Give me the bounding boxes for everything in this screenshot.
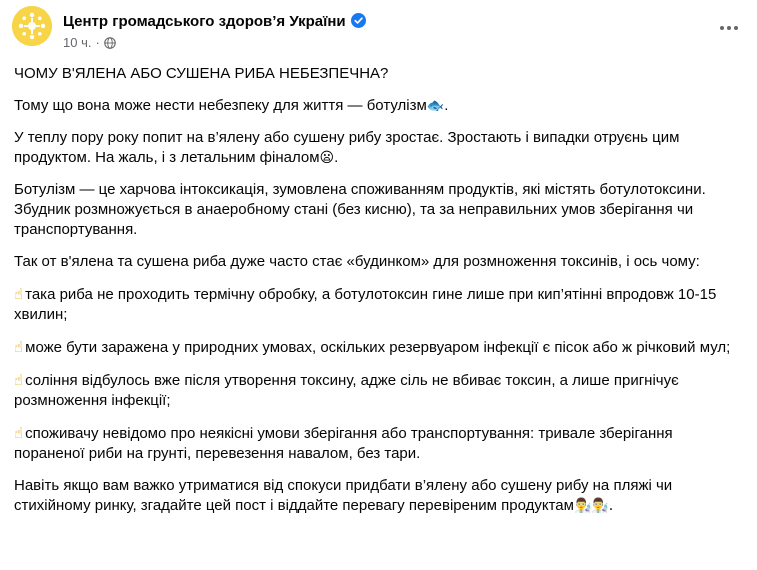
post-header: [12, 6, 745, 58]
globe-icon[interactable]: [104, 37, 116, 49]
page-name-link[interactable]: [63, 13, 366, 30]
pointing-finger-icon: ☝: [14, 285, 24, 303]
scientist-emoji-icon: 👨‍🔬👨‍🔬.: [573, 498, 614, 514]
menu-dot: [734, 26, 738, 30]
paragraph-text: Тому що вона може нести небезпеку для життя — ботулізм: [14, 97, 427, 114]
post-paragraph-4: Так от в'ялена та сушена риба дуже часто стає «будинком» для розмноження токсинів, і ось чому:: [14, 253, 700, 270]
pointing-finger-icon: ☝: [14, 338, 24, 356]
pointing-finger-icon: ☝: [14, 371, 24, 389]
post-paragraph-3: Ботулізм — це харчова інтоксикація, зумовлена споживанням продуктів, які містять ботулотоксини. Збудник розмножується в анаеробному стані (без кисню), та за неправильних умов зберігання чи транспортування.: [14, 181, 706, 238]
post-paragraph-2: У теплу пору року попит на в’ялену або сушену рибу зростає. Зростають і випадки отруєнь цим продуктом. На жаль, і з летальним фіналом😦.: [14, 129, 680, 166]
post-body: [14, 64, 734, 528]
post-meta: [63, 35, 116, 50]
sun-logo-icon: [12, 6, 52, 46]
post-timestamp[interactable]: 10 ч.: [63, 35, 92, 50]
bullet-text: може бути заражена у природних умовах, оскільких резервуаром інфекції є пісок або ж річковий мул;: [25, 339, 731, 356]
page-avatar[interactable]: [12, 6, 52, 46]
bullet-text: соління відбулось вже після утворення токсину, адже сіль не вбиває токсин, а лише пригнічує розмноження інфекції;: [14, 372, 679, 409]
bullet-item: [14, 284, 734, 325]
bullet-item: [14, 370, 734, 411]
pointing-finger-icon: ☝: [14, 424, 24, 442]
page-name[interactable]: Центр громадського здоров’я України: [63, 13, 346, 30]
bullet-text: споживачу невідомо про неякісні умови зберігання або транспортування: тривале зберігання пораненої риби на грунті, перевезення навалом, без тари.: [14, 425, 673, 462]
menu-dot: [720, 26, 724, 30]
menu-dot: [727, 26, 731, 30]
verified-badge-icon: [351, 13, 366, 28]
sad-face-emoji-icon: 😦: [319, 150, 335, 166]
meta-separator: ·: [95, 35, 100, 50]
post-title: ЧОМУ В'ЯЛЕНА АБО СУШЕНА РИБА НЕБЕЗПЕЧНА?: [14, 65, 389, 82]
paragraph-text: У теплу пору року попит на в’ялену або сушену рибу зростає. Зростають і випадки отруєнь цим продуктом. На жаль, і з летальним фіналом: [14, 129, 680, 166]
post-paragraph-5: [14, 476, 734, 516]
post-paragraph-1: Тому що вона може нести небезпеку для життя — ботулізм🐟.: [14, 97, 449, 114]
bullet-text: така риба не проходить термічну обробку, а ботулотоксин гине лише при кип’ятінні впродовж 10-15 хвилин;: [14, 286, 717, 323]
fish-emoji-icon: 🐟: [426, 98, 445, 114]
more-options-button[interactable]: [715, 18, 743, 38]
bullet-item: [14, 337, 734, 358]
paragraph-text: Навіть якщо вам важко утриматися від спокуси придбати в’ялену або сушену рибу на пляжі чи стихійному ринку, згадайте цей пост і віддайте перевагу перевіреним продуктам: [14, 477, 673, 514]
bullet-item: [14, 423, 734, 464]
